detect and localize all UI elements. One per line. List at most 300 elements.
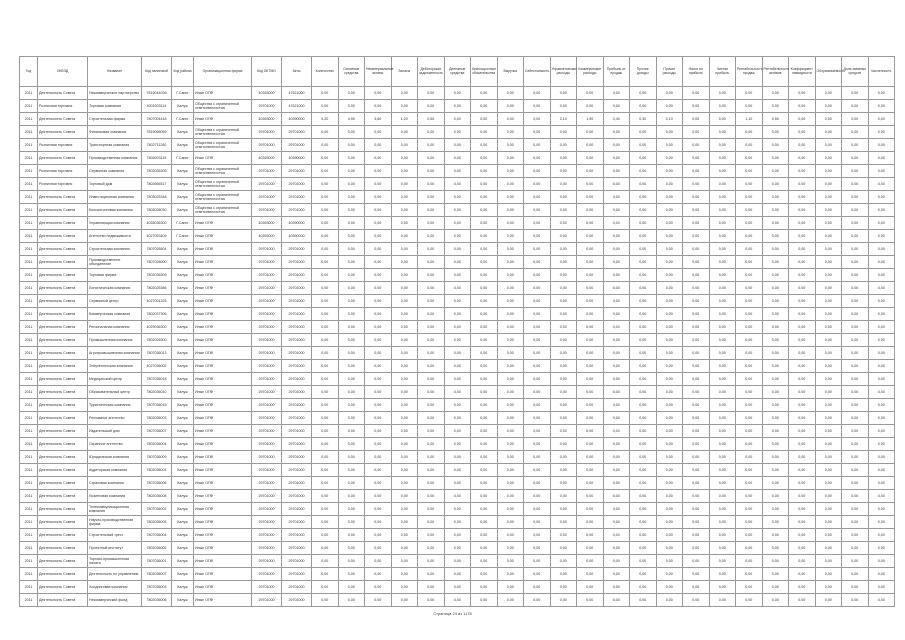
table-cell: 0,00 — [444, 178, 471, 191]
table-cell: 0,00 — [418, 165, 445, 178]
table-cell: 0,00 — [736, 295, 763, 308]
table-cell: 0,00 — [444, 464, 471, 477]
table-cell: 0,00 — [497, 503, 524, 516]
table-cell: 0,00 — [736, 87, 763, 100]
table-cell: 0,00 — [338, 256, 365, 269]
table-cell: 0,00 — [497, 126, 524, 139]
table-cell: 0,00 — [312, 100, 339, 113]
table-cell: 0,00 — [709, 516, 736, 529]
column-header: Коммерческие расходы — [577, 57, 604, 87]
table-cell: 0,00 — [577, 321, 604, 334]
table-cell: 0,00 — [683, 490, 710, 503]
table-row — [20, 230, 895, 243]
table-cell: 0,00 — [603, 126, 630, 139]
table-cell: 0,00 — [497, 243, 524, 256]
table-cell: 0,00 — [709, 282, 736, 295]
table-cell: 0,00 — [577, 425, 604, 438]
table-cell: 0,00 — [656, 425, 683, 438]
table-cell: 0,00 — [312, 412, 339, 425]
table-cell: 0,00 — [338, 399, 365, 412]
table-cell: 29701000 — [282, 412, 312, 425]
table-cell: 0,00 — [338, 282, 365, 295]
table-cell: 0,00 — [815, 217, 842, 230]
table-cell: 0,00 — [842, 347, 869, 360]
table-cell: 0,00 — [444, 594, 471, 607]
column-header: ОКВЭД — [38, 57, 88, 87]
table-cell: 0,00 — [391, 360, 418, 373]
table-cell: 2011 — [20, 204, 38, 217]
table-row — [20, 542, 895, 555]
table-cell: 0,00 — [338, 308, 365, 321]
table-cell: Иные ОПФ — [194, 360, 252, 373]
table-cell: Деятельность Совета — [38, 269, 88, 282]
table-cell: 0,00 — [312, 217, 339, 230]
table-cell: 0,00 — [471, 347, 498, 360]
table-cell: 0,00 — [842, 451, 869, 464]
table-cell: 0,00 — [842, 321, 869, 334]
table-cell: 0,00 — [577, 399, 604, 412]
table-cell: 0,00 — [338, 191, 365, 204]
table-cell: 0,00 — [550, 360, 577, 373]
table-cell: 29701000 — [282, 490, 312, 503]
table-cell: 0,00 — [683, 425, 710, 438]
table-cell: Калуж — [172, 386, 194, 399]
table-cell: 7807036018 — [142, 373, 172, 386]
table-cell: 0,00 — [391, 542, 418, 555]
table-cell: 0,00 — [338, 373, 365, 386]
table-cell: 0,00 — [630, 334, 657, 347]
table-cell: 40393000 — [252, 113, 282, 126]
table-cell: Иные ОПФ — [194, 412, 252, 425]
table-cell: 0,00 — [762, 438, 789, 451]
table-row — [20, 126, 895, 139]
table-cell: 0,00 — [444, 451, 471, 464]
table-cell: Деятельность Совета — [38, 399, 88, 412]
table-cell: 0,00 — [868, 425, 895, 438]
table-cell: 0,00 — [762, 555, 789, 568]
table-cell: Г.Санкт — [172, 217, 194, 230]
table-cell: Торговая фирма — [88, 269, 142, 282]
table-cell: 0,00 — [365, 581, 392, 594]
table-cell: 7802036010 — [142, 386, 172, 399]
table-cell: Транспортная компания — [88, 139, 142, 152]
table-cell: 0,00 — [630, 230, 657, 243]
table-cell: 0,00 — [338, 100, 365, 113]
table-cell: 0,00 — [762, 282, 789, 295]
table-cell: 0,00 — [524, 139, 551, 152]
table-cell: 0,00 — [815, 464, 842, 477]
table-cell: Деятельность Совета — [38, 113, 88, 126]
table-cell: 0,00 — [365, 256, 392, 269]
table-cell: Иные ОПФ — [194, 503, 252, 516]
table-cell: Деятельность Совета — [38, 282, 88, 295]
table-cell: 29701000 — [252, 555, 282, 568]
table-row — [20, 243, 895, 256]
table-cell: 0,00 — [603, 464, 630, 477]
table-cell: 0,00 — [762, 100, 789, 113]
table-cell: 0,00 — [630, 295, 657, 308]
table-cell: 0,00 — [842, 373, 869, 386]
table-cell: 0,00 — [312, 425, 339, 438]
table-cell: 0,00 — [656, 542, 683, 555]
table-cell: 0,00 — [842, 542, 869, 555]
table-cell: 0,00 — [312, 282, 339, 295]
table-cell: 7802036002 — [142, 542, 172, 555]
table-cell: 0,00 — [630, 451, 657, 464]
table-cell: 0,00 — [868, 594, 895, 607]
table-cell: 0,00 — [709, 581, 736, 594]
table-cell: 0,00 — [338, 490, 365, 503]
table-cell: 29701000 — [252, 464, 282, 477]
table-row — [20, 217, 895, 230]
column-header: Чистая прибыль — [709, 57, 736, 87]
table-cell: 0,00 — [471, 191, 498, 204]
table-cell: 0,00 — [471, 256, 498, 269]
table-cell: 0,00 — [709, 113, 736, 126]
table-cell: 7802711280 — [142, 139, 172, 152]
table-cell: 0,00 — [471, 360, 498, 373]
table-cell: 7802036003 — [142, 412, 172, 425]
table-cell: 0,00 — [365, 308, 392, 321]
table-cell: Иные ОПФ — [194, 321, 252, 334]
table-cell: 0,00 — [603, 360, 630, 373]
table-cell: 0,00 — [603, 477, 630, 490]
table-cell: 0,00 — [524, 438, 551, 451]
table-cell: 0,00 — [497, 516, 524, 529]
table-cell: 0,00 — [736, 451, 763, 464]
table-cell: 0,00 — [683, 204, 710, 217]
table-cell: 0,00 — [842, 178, 869, 191]
table-cell: Калуж — [172, 438, 194, 451]
table-cell: 0,00 — [630, 126, 657, 139]
table-cell: 0,00 — [524, 503, 551, 516]
table-cell: Телекоммуникационная компания — [88, 503, 142, 516]
column-header: Рентабельность продаж — [736, 57, 763, 87]
table-cell: 0,00 — [762, 503, 789, 516]
table-cell: 0,00 — [338, 334, 365, 347]
table-cell: 0,00 — [789, 204, 816, 217]
table-cell: Деятельность Совета — [38, 373, 88, 386]
table-cell: Калуж — [172, 139, 194, 152]
table-cell: Деятельность Совета — [38, 334, 88, 347]
table-cell: 0,00 — [312, 360, 339, 373]
table-cell: 0,00 — [497, 464, 524, 477]
table-cell: 0,00 — [789, 425, 816, 438]
table-cell: Инвестиционная компания — [88, 191, 142, 204]
table-cell: 0,00 — [577, 230, 604, 243]
table-cell: 0,00 — [550, 217, 577, 230]
table-cell: 0,00 — [391, 178, 418, 191]
table-cell: 0,00 — [630, 165, 657, 178]
table-cell: 0,00 — [736, 165, 763, 178]
table-cell: 0,00 — [471, 451, 498, 464]
table-cell: 0,00 — [842, 230, 869, 243]
table-cell: 0,00 — [683, 282, 710, 295]
table-cell: 0,00 — [762, 191, 789, 204]
table-cell: 0,00 — [868, 503, 895, 516]
table-cell: 0,00 — [709, 152, 736, 165]
table-cell: 29701000 — [252, 542, 282, 555]
table-cell: 0,00 — [444, 204, 471, 217]
table-cell: 0,00 — [577, 477, 604, 490]
table-cell: 0,00 — [550, 529, 577, 542]
table-cell: 0,00 — [762, 126, 789, 139]
table-cell: 0,00 — [842, 308, 869, 321]
table-cell: 0,00 — [630, 191, 657, 204]
table-cell: 0,00 — [630, 412, 657, 425]
table-cell: Калуж — [172, 373, 194, 386]
table-cell: 0,00 — [444, 217, 471, 230]
table-cell: 0,00 — [630, 490, 657, 503]
table-cell: 29701000 — [282, 555, 312, 568]
table-cell: 0,00 — [577, 503, 604, 516]
table-cell: 0,00 — [577, 347, 604, 360]
table-cell: 0,00 — [709, 464, 736, 477]
table-cell: 0,00 — [868, 295, 895, 308]
table-cell: 0,00 — [312, 555, 339, 568]
table-cell: 0,00 — [630, 100, 657, 113]
table-cell: 0,50 — [762, 113, 789, 126]
table-cell: 0,00 — [497, 490, 524, 503]
table-cell: 2011 — [20, 555, 38, 568]
table-cell: 0,00 — [815, 100, 842, 113]
table-cell: 0,00 — [683, 269, 710, 282]
table-cell: 0,00 — [418, 178, 445, 191]
table-cell: 0,00 — [312, 87, 339, 100]
table-cell: 29701000 — [282, 347, 312, 360]
table-row — [20, 555, 895, 568]
table-cell: 0,00 — [391, 308, 418, 321]
table-cell: 0,00 — [709, 529, 736, 542]
table-cell: 0,00 — [868, 217, 895, 230]
table-cell: 0,00 — [497, 139, 524, 152]
table-cell: 0,00 — [815, 308, 842, 321]
table-cell: 0,00 — [762, 295, 789, 308]
table-cell: 7802026300 — [142, 334, 172, 347]
table-cell: 0,00 — [524, 334, 551, 347]
table-cell: 0,00 — [842, 386, 869, 399]
table-cell: 0,00 — [762, 425, 789, 438]
table-cell: 0,00 — [524, 529, 551, 542]
table-row — [20, 178, 895, 191]
table-cell: 7807036006 — [142, 477, 172, 490]
table-cell: 0,00 — [391, 282, 418, 295]
table-cell: 0,00 — [497, 191, 524, 204]
table-cell: 0,00 — [683, 555, 710, 568]
table-cell: Торговая компания — [88, 100, 142, 113]
table-cell: 0,00 — [868, 399, 895, 412]
table-cell: Иные ОПФ — [194, 230, 252, 243]
table-row — [20, 191, 895, 204]
table-cell: Калуж — [172, 542, 194, 555]
table-cell: Иные ОПФ — [194, 438, 252, 451]
table-row — [20, 594, 895, 607]
table-cell: 0,00 — [444, 360, 471, 373]
table-cell: 0,00 — [524, 464, 551, 477]
table-cell: 0,00 — [603, 373, 630, 386]
table-cell: 0,00 — [868, 438, 895, 451]
table-cell: 29701000 — [252, 126, 282, 139]
table-cell: 0,00 — [603, 386, 630, 399]
table-cell: 0,00 — [603, 503, 630, 516]
table-cell: 0,00 — [789, 230, 816, 243]
table-cell: Общества с ограниченной ответственностью — [194, 165, 252, 178]
table-cell: 0,00 — [630, 360, 657, 373]
table-cell: 0,00 — [312, 386, 339, 399]
table-cell: 0,00 — [391, 204, 418, 217]
table-cell: 2011 — [20, 295, 38, 308]
table-cell: 0,00 — [709, 373, 736, 386]
column-header: Прибыль от продаж — [603, 57, 630, 87]
table-cell: 0,00 — [868, 516, 895, 529]
table-cell: 0,00 — [471, 282, 498, 295]
table-cell: 0,00 — [630, 581, 657, 594]
table-cell: 0,00 — [630, 594, 657, 607]
table-cell: 1,10 — [736, 113, 763, 126]
table-cell: 0,00 — [550, 438, 577, 451]
table-cell: 7802036005 — [142, 516, 172, 529]
table-cell: Иные ОПФ — [194, 542, 252, 555]
table-cell: 29701000 — [282, 321, 312, 334]
table-cell: 0,00 — [815, 438, 842, 451]
table-cell: Иные ОПФ — [194, 243, 252, 256]
table-cell: 0,00 — [497, 269, 524, 282]
table-cell: 0,00 — [683, 334, 710, 347]
table-cell: Калуж — [172, 295, 194, 308]
table-cell: 2011 — [20, 126, 38, 139]
table-cell: 0,00 — [789, 451, 816, 464]
table-cell: 0,00 — [524, 451, 551, 464]
table-cell: Деятельность Совета — [38, 308, 88, 321]
table-cell: 29701000 — [252, 347, 282, 360]
table-cell: 0,00 — [762, 139, 789, 152]
table-cell: 0,00 — [842, 152, 869, 165]
table-cell: 29701000 — [282, 529, 312, 542]
table-row — [20, 477, 895, 490]
table-cell: 0,00 — [391, 451, 418, 464]
table-cell: 0,00 — [550, 386, 577, 399]
table-cell: 0,00 — [338, 139, 365, 152]
table-cell: 0,00 — [762, 529, 789, 542]
table-cell: 0,00 — [444, 555, 471, 568]
table-cell: 0,00 — [630, 464, 657, 477]
table-cell: 0,00 — [762, 373, 789, 386]
table-cell: Деятельность Совета — [38, 503, 88, 516]
table-cell: 0,00 — [338, 347, 365, 360]
table-cell: 40390000 — [282, 217, 312, 230]
table-cell: 29701000 — [282, 295, 312, 308]
table-cell: 0,00 — [842, 217, 869, 230]
table-cell: Розничная торговля — [38, 165, 88, 178]
table-cell: 4027036002 — [142, 360, 172, 373]
table-cell: 0,00 — [471, 87, 498, 100]
table-cell: 0,00 — [868, 386, 895, 399]
table-cell: 0,00 — [868, 373, 895, 386]
table-cell: 29701000 — [252, 321, 282, 334]
table-cell: 0,00 — [365, 568, 392, 581]
table-cell: 2011 — [20, 438, 38, 451]
table-cell: 0,00 — [365, 529, 392, 542]
table-cell: 0,00 — [868, 464, 895, 477]
table-cell: 0,00 — [550, 581, 577, 594]
column-header: Оборачиваемость — [815, 57, 842, 87]
table-cell: 0,00 — [868, 555, 895, 568]
table-cell: 0,00 — [630, 438, 657, 451]
column-header: Численность — [868, 57, 895, 87]
table-cell: 0,00 — [868, 100, 895, 113]
table-cell: 7802656517 — [142, 178, 172, 191]
table-cell: 0,00 — [789, 295, 816, 308]
table-cell: 0,00 — [418, 230, 445, 243]
table-row — [20, 152, 895, 165]
table-cell: Деятельность Совета — [38, 490, 88, 503]
table-cell: 0,00 — [312, 464, 339, 477]
table-cell: 2011 — [20, 399, 38, 412]
table-cell: 0,00 — [815, 529, 842, 542]
table-cell: 0,00 — [471, 386, 498, 399]
table-cell: 0,00 — [471, 321, 498, 334]
table-cell: 0,00 — [418, 516, 445, 529]
table-cell: 0,00 — [365, 295, 392, 308]
table-row — [20, 464, 895, 477]
table-cell: 0,00 — [444, 438, 471, 451]
table-cell: Общества с ограниченной ответственностью — [194, 139, 252, 152]
table-cell: 0,00 — [312, 581, 339, 594]
table-cell: 0,00 — [524, 165, 551, 178]
table-cell: Калуж — [172, 243, 194, 256]
table-cell: 0,00 — [365, 412, 392, 425]
table-cell: 0,00 — [683, 581, 710, 594]
table-cell: Калуж — [172, 425, 194, 438]
table-cell: 2011 — [20, 152, 38, 165]
table-cell: 0,00 — [418, 399, 445, 412]
table-cell: 0,00 — [789, 308, 816, 321]
table-cell: 0,00 — [762, 347, 789, 360]
table-cell: Деятельность Совета — [38, 451, 88, 464]
table-cell: 0,00 — [656, 373, 683, 386]
table-cell: 0,00 — [683, 100, 710, 113]
table-cell: 0,00 — [524, 126, 551, 139]
table-cell: 0,00 — [762, 269, 789, 282]
table-cell: 29701000 — [252, 139, 282, 152]
table-cell: Калуж — [172, 581, 194, 594]
table-cell: 0,00 — [550, 594, 577, 607]
table-cell: 0,00 — [709, 438, 736, 451]
table-cell: 0,00 — [418, 308, 445, 321]
table-cell: 0,00 — [815, 204, 842, 217]
table-cell: 0,00 — [524, 282, 551, 295]
table-cell: 0,00 — [603, 139, 630, 152]
table-cell: Логистическая компания — [88, 282, 142, 295]
table-cell: 0,00 — [709, 347, 736, 360]
table-cell: 0,00 — [656, 282, 683, 295]
table-cell: 0,00 — [789, 282, 816, 295]
table-cell: Калуж — [172, 516, 194, 529]
table-cell: 0,00 — [365, 438, 392, 451]
table-cell: 0,00 — [444, 113, 471, 126]
table-cell: 7819066059 — [142, 126, 172, 139]
table-cell: 0,00 — [762, 178, 789, 191]
table-row — [20, 581, 895, 594]
table-cell: 2011 — [20, 477, 38, 490]
table-cell: 4027001325 — [142, 295, 172, 308]
table-cell: 0,00 — [603, 399, 630, 412]
table-cell: 0,00 — [391, 555, 418, 568]
table-cell: 0,00 — [577, 438, 604, 451]
table-cell: 0,00 — [736, 204, 763, 217]
table-cell: 0,00 — [656, 321, 683, 334]
table-cell: 0,00 — [709, 594, 736, 607]
